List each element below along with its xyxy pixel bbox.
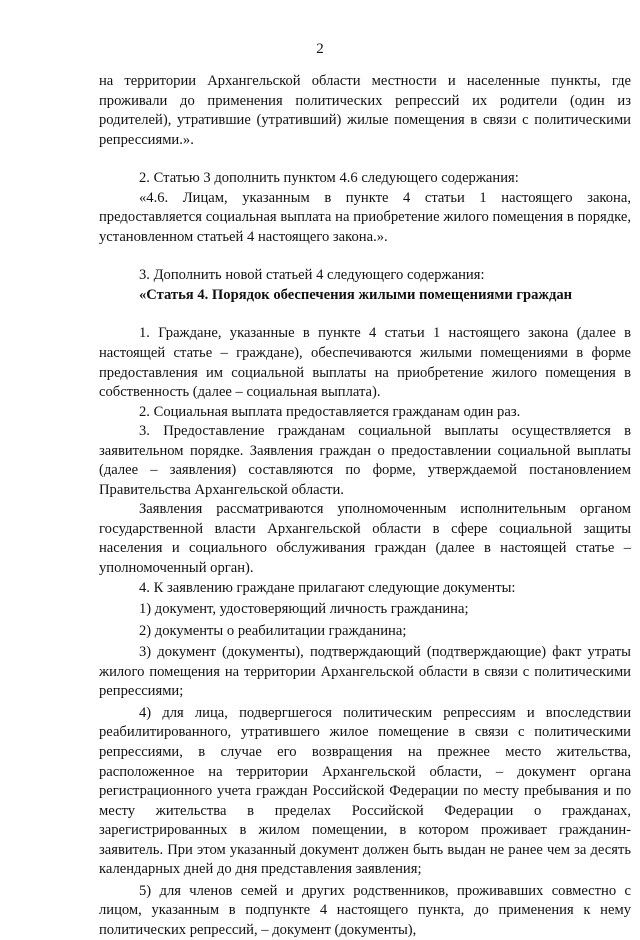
document-body (99, 72, 631, 940)
paragraph-point-4-6: «4.6. Лицам, указанным в пункте 4 статьи 1 настоящего закона, предоставляется социальная выплата на приобретение жилого помещения в порядке, установленном статьей 4 настоящего закона.». (99, 189, 631, 245)
paragraph-article-4-item-1: 1. Граждане, указанные в пункте 4 статьи 1 настоящего закона (далее в настоящей статье – граждане), обеспечиваются жилыми помещениями в форме предоставления им социальной выплаты на приобретение жилого помещения в собственность (далее – социальная выплата). (99, 325, 631, 401)
list-item-3: 3) документ (документы), подтверждающий (подтверждающие) факт утраты жилого помещения на территории Архангельской области в связи с политическими репрессиями; (99, 644, 631, 700)
paragraph-continuation: на территории Архангельской области местности и населенные пункты, где проживали до применения политических репрессий их родители (один из родителей), утратившие (утративший) жилые помещения в связи с политическими репрессиями.». (99, 73, 631, 148)
list-item-2: 2) документы о реабилитации гражданина; (139, 622, 407, 639)
list-item-4: 4) для лица, подвергшегося политическим репрессиям и впоследствии реабилитированного, утратившего жилое помещение в связи с политическими репрессиями, в случае его возвращения на прежнее место жительства, расположенное на территории Архангельской области, – документ органа регистрационного учета граждан Российской Федерации по месту пребывания и по месту жительства в пределах Российской Федерации о гражданах, зарегистрированных в жилом помещении, в котором проживает гражданин-заявитель. При этом указанный документ должен быть выдан не ранее чем за десять календарных дней до дня представления заявления; (99, 704, 631, 878)
paragraph-article-4-item-3: 3. Предоставление гражданам социальной выплаты осуществляется в заявительном порядке. Заявления граждан о предоставлении социальной выплаты (далее – заявления) составляются по форме, утверждаемой постановлением Правительства Архангельской области. (99, 423, 631, 498)
paragraph-amendment-3: 3. Дополнить новой статьей 4 следующего содержания: (139, 267, 485, 284)
paragraph-article-4-item-2: 2. Социальная выплата предоставляется гражданам один раз. (139, 403, 521, 420)
list-item-1: 1) документ, удостоверяющий личность гражданина; (139, 601, 469, 618)
paragraph-applications-review: Заявления рассматриваются уполномоченным исполнительным органом государственной власти Архангельской области в сфере социальной защиты населения и социального обслуживания граждан (далее в настоящей статье – уполномоченный орган). (99, 501, 631, 577)
paragraph-article-4-item-4: 4. К заявлению граждане прилагают следующие документы: (139, 579, 516, 596)
article-4-heading: «Статья 4. Порядок обеспечения жилыми помещениями граждан (139, 286, 573, 303)
list-item-5: 5) для членов семей и других родственников, проживавших совместно с лицом, указанным в подпункте 4 настоящего пункта, до применения к нему политических репрессий, – документ (документы), (99, 882, 631, 938)
page-number: 2 (316, 41, 324, 57)
paragraph-amendment-2: 2. Статью 3 дополнить пунктом 4.6 следующего содержания: (139, 170, 519, 187)
